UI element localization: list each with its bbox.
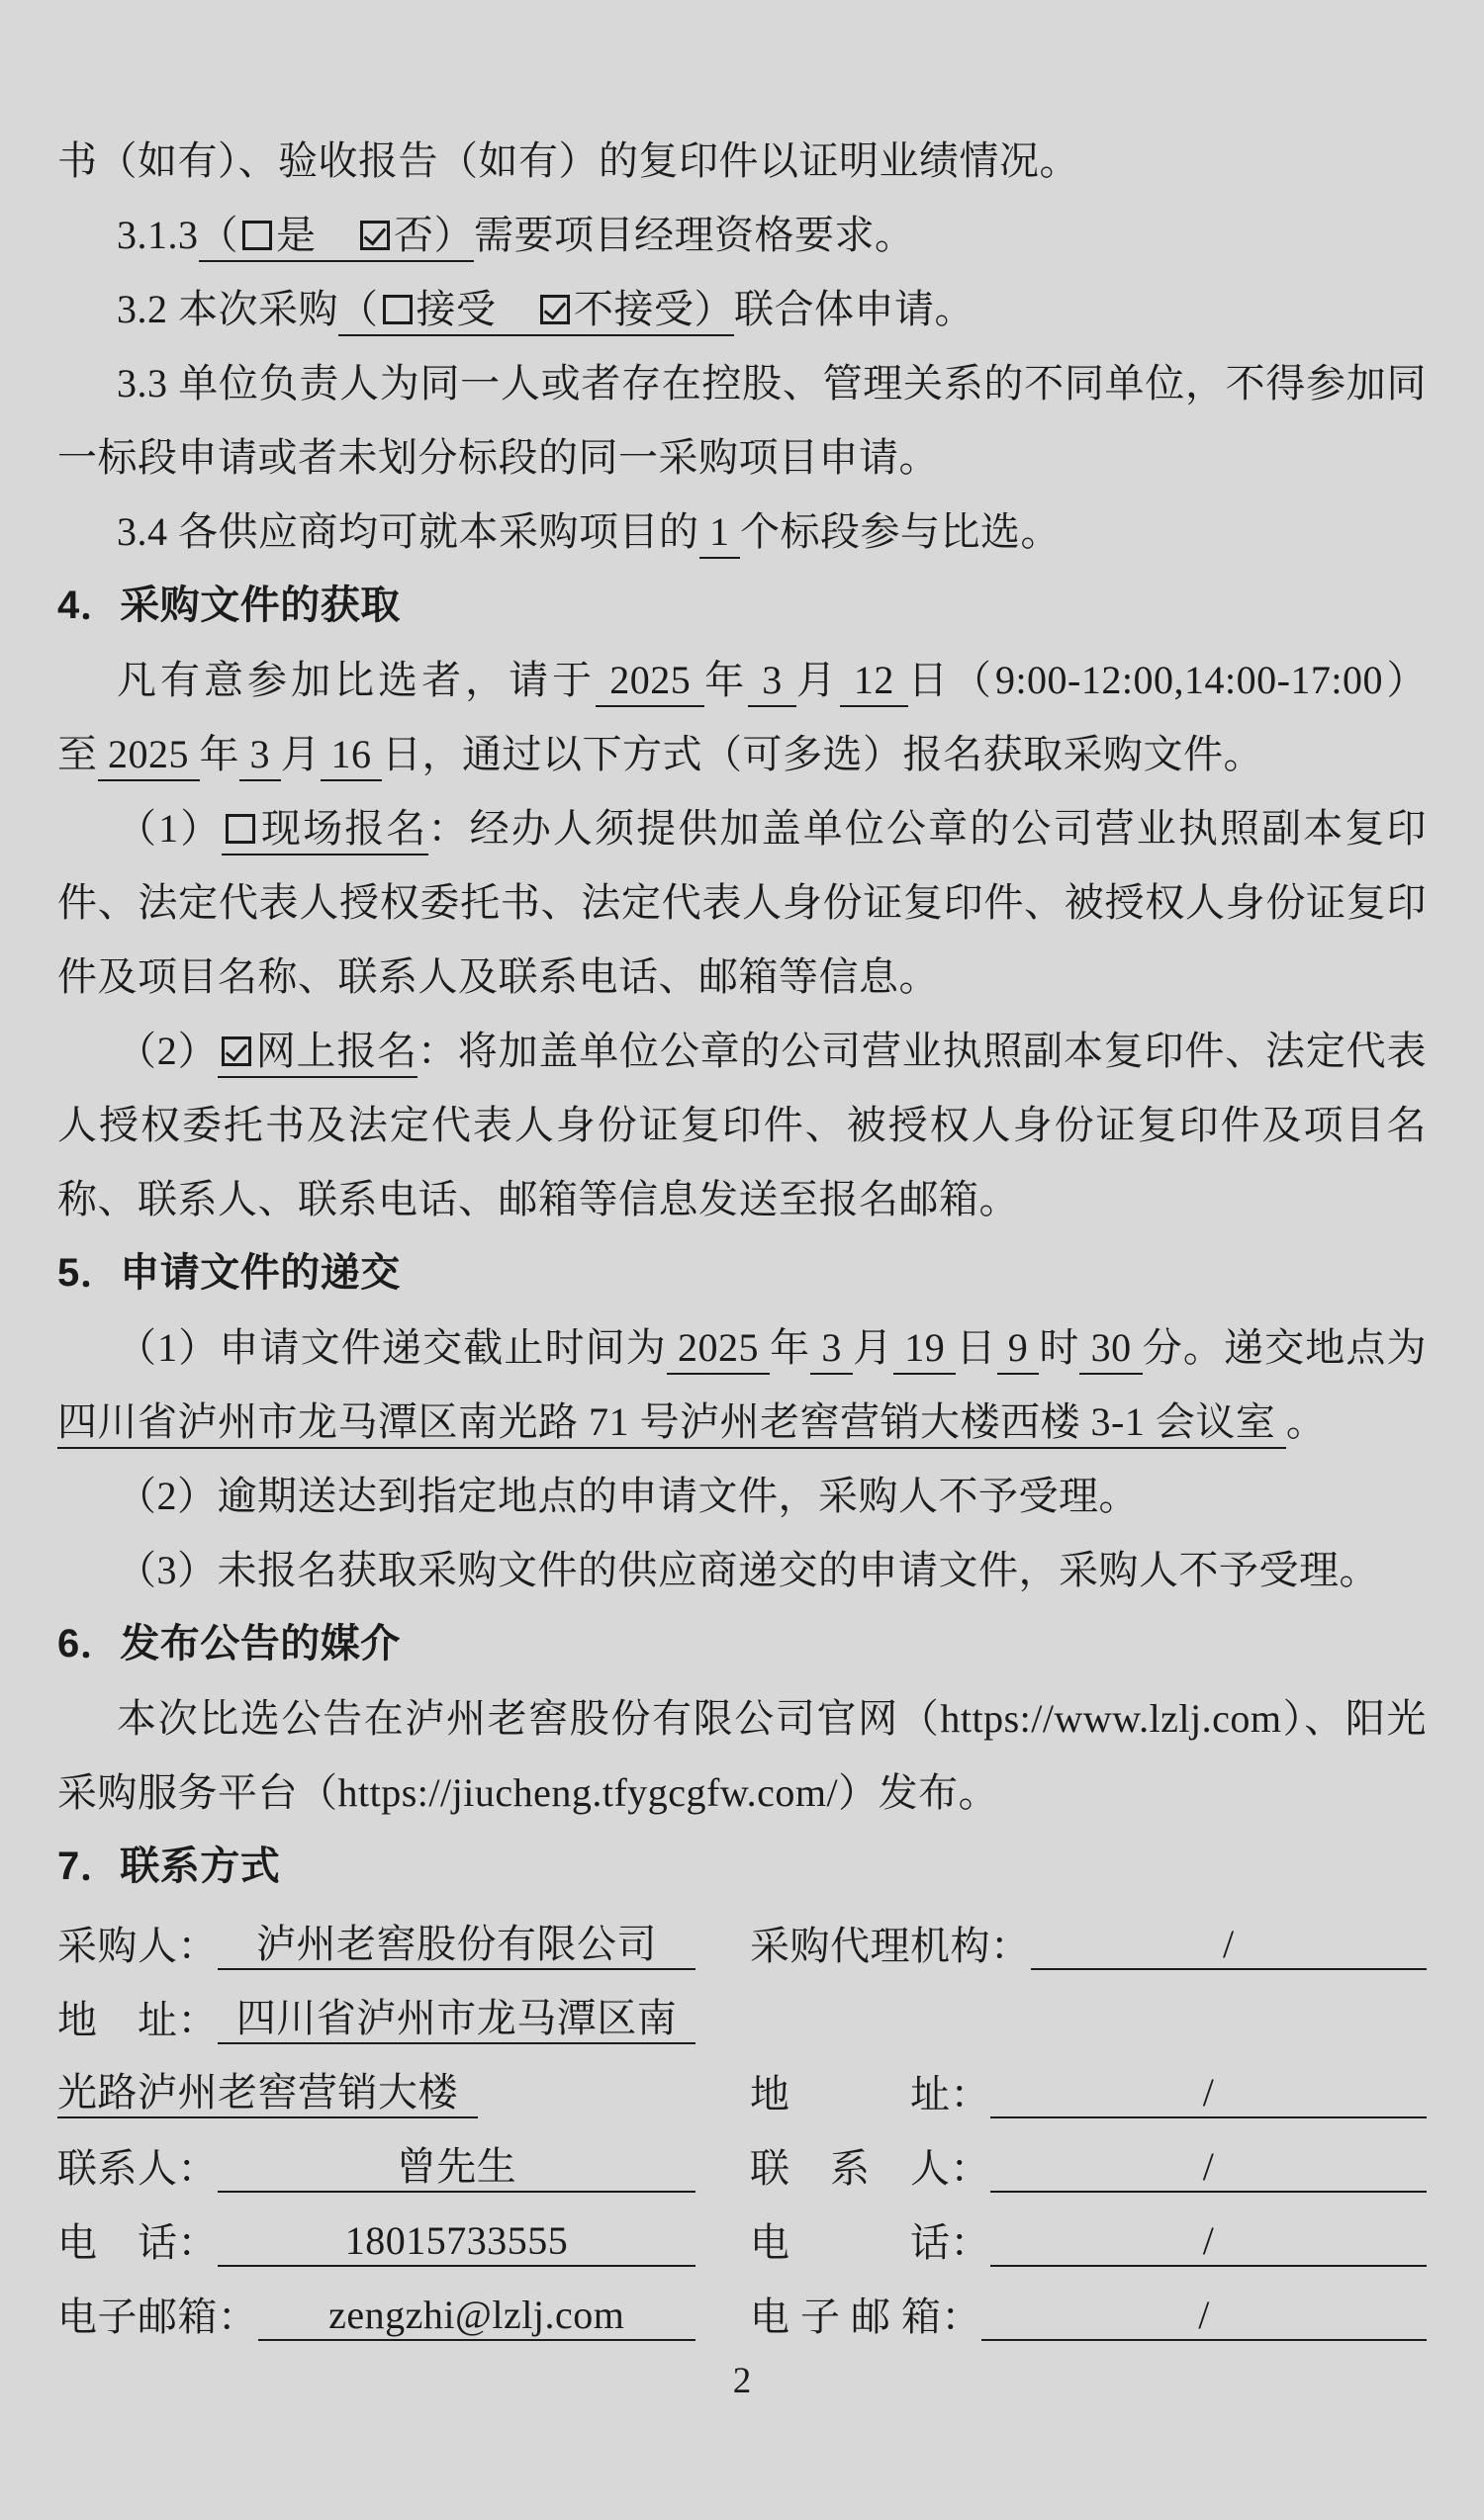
contact-row <box>57 2126 1427 2201</box>
section-heading: 4．采购文件的获取 <box>57 584 401 627</box>
underlined-field <box>218 1029 255 1078</box>
paragraph <box>57 272 1427 346</box>
underlined-field: 否） <box>394 213 474 262</box>
underlined-field: 19 <box>893 1325 956 1375</box>
contact-value-underline: 泸州老窖股份有限公司 <box>218 1921 696 1970</box>
text-run: 。 <box>1285 1399 1327 1444</box>
underlined-field: 3 <box>748 658 796 707</box>
contact-label: 联 系 人： <box>750 2146 990 2191</box>
paragraph <box>57 643 1427 791</box>
contact-value-underline: 光路泸州老窖营销大楼 <box>57 2069 478 2118</box>
underlined-field: （ <box>199 213 239 262</box>
underlined-field <box>222 806 259 855</box>
contact-cell-left <box>57 1995 696 2044</box>
contact-row <box>57 2201 1427 2275</box>
underlined-field <box>379 287 417 336</box>
contact-value-underline: / <box>1031 1921 1428 1970</box>
contact-value-underline: 四川省泸州市龙马潭区南 <box>218 1995 696 2044</box>
contact-label: 电 话： <box>750 2220 990 2265</box>
underlined-field: 12 <box>840 658 908 707</box>
text-run: 年 <box>199 732 239 776</box>
underlined-field: 30 <box>1079 1325 1142 1375</box>
underlined-field <box>238 213 276 262</box>
text-run: 月 <box>853 1325 894 1370</box>
contact-value-underline: zengzhi@lzlj.com <box>258 2292 696 2341</box>
contact-label: 采购代理机构： <box>750 1924 1031 1968</box>
underlined-field: 四川省泸州市龙马潭区南光路 71 号泸州老窖营销大楼西楼 3-1 会议室 <box>57 1399 1286 1449</box>
underlined-field: 2025 <box>596 658 704 707</box>
text-run: （3）未报名获取采购文件的供应商递交的申请文件，采购人不予受理。 <box>117 1548 1379 1592</box>
paragraph <box>57 124 1427 198</box>
text-run: 年 <box>704 658 749 702</box>
underlined-field: 网上报名 <box>255 1029 417 1078</box>
checkbox-checked-icon <box>360 221 390 250</box>
text-run: 月 <box>795 658 840 702</box>
underlined-field <box>356 213 394 262</box>
contact-row <box>57 1904 1427 1978</box>
text-run: （1）申请文件递交截止时间为 <box>117 1325 667 1370</box>
underlined-field: 现场报名 <box>259 806 427 855</box>
text-run: 联合体申请。 <box>734 287 974 331</box>
paragraph <box>57 1681 1427 1830</box>
contact-cell-right <box>750 1921 1427 1970</box>
text-run: 本次比选公告在泸州老窖股份有限公司官网（https://www.lzlj.com）、阳光采购服务平台（https://jiucheng.tfygcgfw.com/）发布。 <box>57 1696 1427 1815</box>
contact-label: 电 话： <box>57 2220 218 2265</box>
checkbox-unchecked-icon <box>242 221 272 250</box>
paragraph <box>57 495 1427 569</box>
text-run: 3.3 单位负责人为同一人或者存在控股、管理关系的不同单位，不得参加同一标段申请或者未划分标段的同一采购项目申请。 <box>57 361 1427 480</box>
text-run: 凡有意参加比选者，请于 <box>117 658 597 702</box>
contact-value-underline: / <box>990 2069 1427 2118</box>
underlined-field: 1 <box>699 509 741 559</box>
contact-label: 地 址： <box>750 2072 990 2116</box>
contact-cell-left <box>57 2069 696 2118</box>
paragraph <box>57 198 1427 272</box>
contact-label: 地 址： <box>57 1998 218 2042</box>
underlined-field: 是 <box>276 213 356 262</box>
contact-label: 电 子 邮 箱： <box>750 2295 981 2339</box>
checkbox-checked-icon <box>222 1036 251 1066</box>
underlined-field: 3 <box>810 1325 853 1375</box>
text-run: 个标段参与比选。 <box>740 509 1061 554</box>
underlined-field: （ <box>338 287 379 336</box>
contact-label: 采购人： <box>57 1924 218 1968</box>
contact-value-underline: 18015733555 <box>218 2217 696 2267</box>
checkbox-unchecked-icon <box>383 295 413 324</box>
text-run: 分。递交地点为 <box>1142 1325 1428 1370</box>
text-run: 3.4 各供应商均可就本采购项目的 <box>117 509 699 554</box>
contact-label: 联系人： <box>57 2146 218 2191</box>
contact-row <box>57 2275 1427 2349</box>
contact-cell-left <box>57 2143 696 2193</box>
underlined-field: 不接受） <box>574 287 734 336</box>
text-run: ：将加盖单位公章的公司营业执照副本复印件、法定代表人授权委托书及法定代表人身份证复印件、被授权人身份证复印件及项目名称、联系人、联系电话、邮箱等信息发送至报名邮箱。 <box>57 1029 1427 1221</box>
contact-cell-left <box>57 2292 696 2341</box>
contact-cell-left <box>57 1921 696 1970</box>
paragraph <box>57 1533 1427 1607</box>
underlined-field: 接受 <box>417 287 537 336</box>
checkbox-checked-icon <box>540 295 570 324</box>
section-heading: 5．申请文件的递交 <box>57 1251 401 1295</box>
contact-cell-right <box>750 2143 1427 2193</box>
underlined-field <box>536 287 574 336</box>
text-run: 3.1.3 <box>117 213 199 257</box>
checkbox-unchecked-icon <box>226 814 255 844</box>
contact-value-underline: / <box>990 2143 1427 2193</box>
paragraph <box>57 791 1427 1014</box>
underlined-field: 3 <box>239 732 281 781</box>
contact-cell-right <box>750 2217 1427 2267</box>
contact-cell-right <box>750 2292 1427 2341</box>
paragraph <box>57 1459 1427 1533</box>
text-run: （2）逾期送达到指定地点的申请文件，采购人不予受理。 <box>117 1474 1139 1518</box>
paragraph <box>57 346 1427 495</box>
text-run: 书（如有）、验收报告（如有）的复印件以证明业绩情况。 <box>57 138 1079 183</box>
text-run: 日 <box>956 1325 997 1370</box>
page-number: 2 <box>732 2361 752 2401</box>
contact-cell-right <box>750 2069 1427 2118</box>
contact-row <box>57 2052 1427 2126</box>
underlined-field: 16 <box>321 732 382 781</box>
contact-section <box>57 1904 1427 2349</box>
text-run: 年 <box>770 1325 811 1370</box>
paragraph <box>57 1310 1427 1459</box>
contact-cell-left <box>57 2217 696 2267</box>
text-run: 需要项目经理资格要求。 <box>474 213 915 257</box>
text-run: 日（9:00-12:00,14:00-17:00）至 <box>57 658 1428 776</box>
document-body <box>57 124 1427 1904</box>
contact-label: 电子邮箱： <box>57 2295 258 2339</box>
text-run: （1） <box>117 806 223 851</box>
text-run: ：经办人须提供加盖单位公章的公司营业执照副本复印件、法定代表人授权委托书、法定代表人身份证复印件、被授权人身份证复印件及项目名称、联系人及联系电话、邮箱等信息。 <box>57 806 1428 999</box>
section-heading: 7．联系方式 <box>57 1845 281 1888</box>
text-run: 月 <box>280 732 321 776</box>
underlined-field: 2025 <box>98 732 200 781</box>
text-run: 3.2 本次采购 <box>117 287 338 331</box>
text-run: 日，通过以下方式（可多选）报名获取采购文件。 <box>382 732 1263 776</box>
text-run: 时 <box>1039 1325 1080 1370</box>
section-heading: 6．发布公告的媒介 <box>57 1622 401 1665</box>
paragraph <box>57 1014 1427 1236</box>
contact-row <box>57 1978 1427 2052</box>
contact-value-underline: / <box>981 2292 1427 2341</box>
contact-value-underline: 曾先生 <box>218 2143 696 2193</box>
text-run: （2） <box>117 1029 219 1073</box>
underlined-field: 2025 <box>667 1325 770 1375</box>
underlined-field: 9 <box>997 1325 1040 1375</box>
contact-value-underline: / <box>990 2217 1427 2267</box>
